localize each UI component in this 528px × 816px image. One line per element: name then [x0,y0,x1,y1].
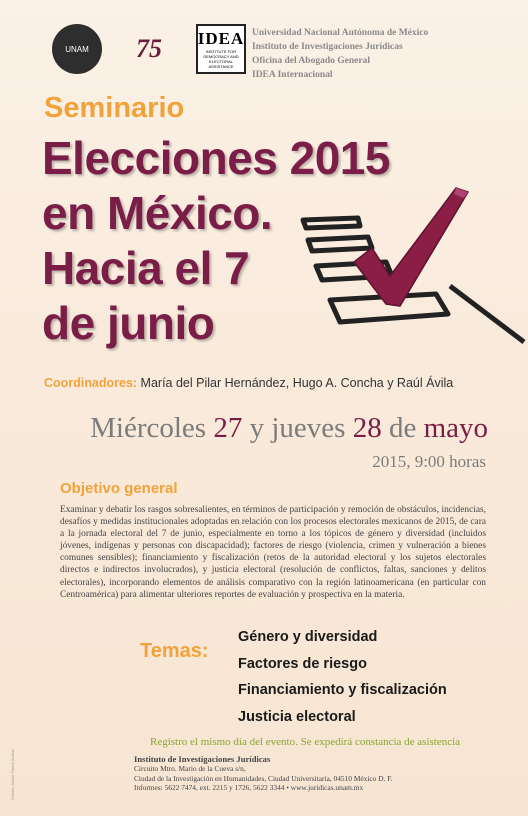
coordinators-names: María del Pilar Hernández, Hugo A. Concha y Raúl Ávila [140,376,454,390]
coordinators [44,376,453,390]
topics-list [238,624,447,730]
date-weekday-1: Miércoles [90,412,207,444]
institution-idea: IDEA Internacional [252,70,333,80]
institution-abogado: Oficina del Abogado General [252,56,370,66]
title-line-2: en México. [42,187,273,239]
topics-label: Temas: [140,640,209,662]
design-credit: Diseño: Arturo Flores Ávalos [10,749,15,800]
registration-note: Registro el mismo día del evento. Se expedirá constancia de asistencia [150,736,461,748]
logo-row [52,24,246,74]
address-contact: Informes: 5622 7474, ext. 2215 y 1726, 5622 3344 • www.juridicas.unam.mx [134,783,364,793]
iij-75-logo [124,24,174,74]
topic-item: Justicia electoral [238,708,356,725]
title-line-1: Elecciones 2015 [42,132,390,184]
topic-item: Factores de riesgo [238,655,367,672]
topic-item: Financiamiento y fiscalización [238,682,447,698]
objective-body: Examinar y debatir los rasgos sobresalientes, en términos de participación y remoción de obstáculos, incidencias, desafíos y medidas institucionales adoptadas en relación con los procesos electorales mexicanos de 2015, de cara a la jornada electoral del 7 de junio, especialmente en torno a los tópicos de género y diversidad (incluidos jóvenes, indígenas y personas con discapacidad); factores de riesgo (violencia, crimen y vulneración a bienes comunes sensibles); financiamiento y fiscalización (retos de la autoridad electoral y los sujetos electorales directos e indirectos involucrados), y justicia electoral (resolución de conflictos, faltas, sanciones y delitos electorales), incorporando elementos de análisis comparativo con la región latinoamericana (en particular con Centroamérica) para alimentar ulteriores reportes de evaluación y prospectiva en la materia. [60,505,486,600]
unam-logo-text: UNAM [65,44,89,54]
title-line-3: Hacia el 7 [42,242,250,294]
institution-iij: Instituto de Investigaciones Jurídicas [252,42,403,52]
event-type: Seminario [44,92,185,124]
coordinators-label: Coordinadores: [44,376,138,390]
address-institute: Instituto de Investigaciones Jurídicas [134,754,271,764]
idea-logo [196,24,246,74]
iij-logo-text: 75 [136,34,162,63]
date-day-1: 27 [213,412,243,444]
date-day-2: 28 [352,412,382,444]
institution-unam: Universidad Nacional Autónoma de México [252,28,429,38]
address-line-1: Circuito Mtro. Mario de la Cueva s/n, [134,764,246,774]
topic-item: Género y diversidad [238,629,378,645]
date-weekday-2: y jueves [249,412,346,444]
address-block [134,755,393,793]
institutions-list [252,26,428,82]
idea-logo-text: IDEA [197,29,245,48]
address-line-2: Ciudad de la Investigación en Humanidades, Ciudad Universitaria, 04510 México D. F. [134,773,393,783]
objective-heading: Objetivo general [60,480,178,497]
event-time: 2015, 9:00 horas [372,452,486,471]
seminar-title [42,131,462,351]
unam-logo [52,24,102,74]
event-date [40,412,488,445]
date-month: mayo [423,412,488,444]
title-line-4: de junio [42,297,215,349]
idea-logo-subtext: INSTITUTE FOR DEMOCRACY AND ELECTORAL ASSISTANCE [203,49,239,69]
date-preposition: de [388,412,417,444]
